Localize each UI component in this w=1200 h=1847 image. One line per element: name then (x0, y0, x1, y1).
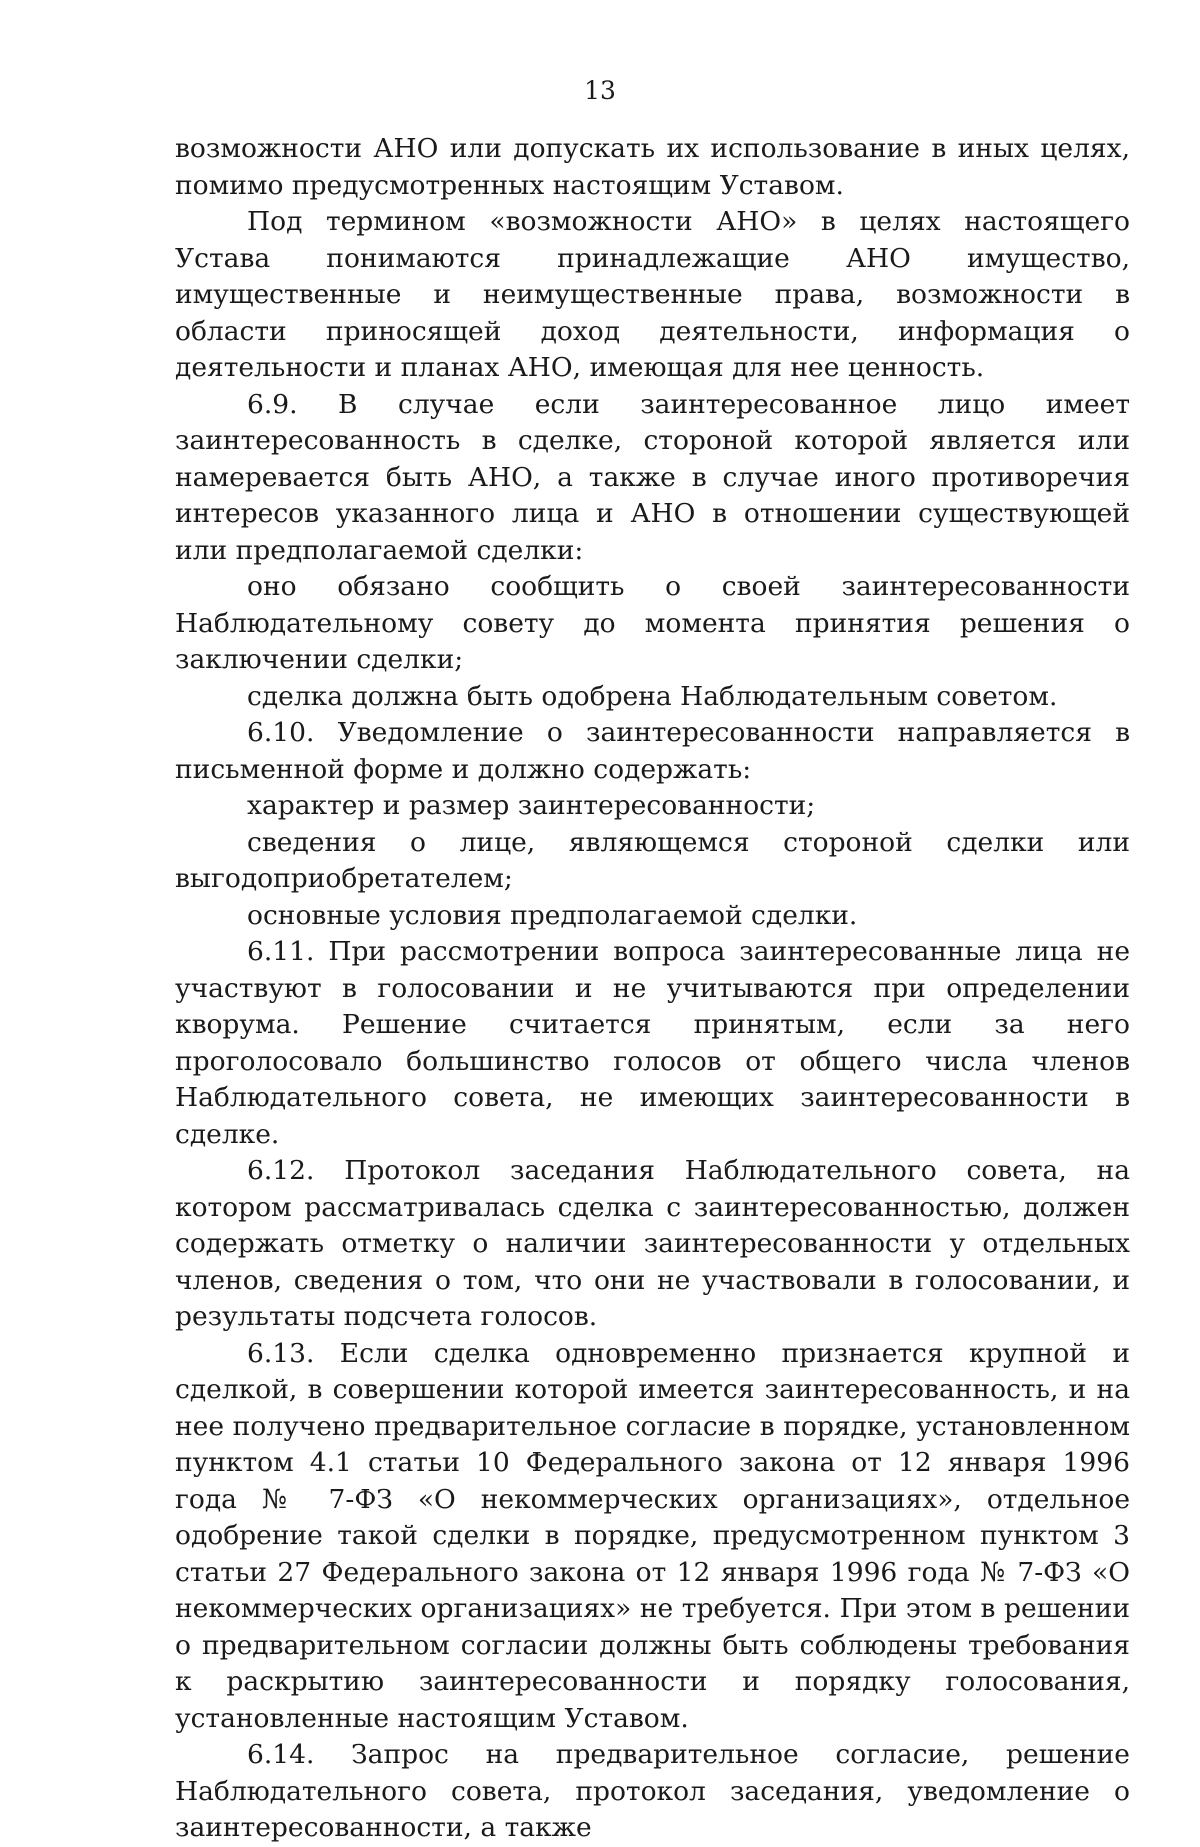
paragraph-6-13: 6.13. Если сделка одновременно признается крупной и сделкой, в совершении которой имеется заинтересованность, и на нее получено предварительное согласие в порядке, установленном пунктом 4.1 статьи 10 Федерального закона от 12 января 1996 года № 7-ФЗ «О некоммерческих организациях», отдельное одобрение такой сделки в порядке, предусмотренном пунктом 3 статьи 27 Федерального закона от 12 января 1996 года № 7-ФЗ «О некоммерческих организациях» не требуется. При этом в решении о предварительном согласии должны быть соблюдены требования к раскрытию заинтересованности и порядку голосования, установленные настоящим Уставом. (175, 1337, 1130, 1734)
paragraph-6-14: 6.14. Запрос на предварительное согласие, решение Наблюдательного совета, протокол заседания, уведомление о заинтересованности, а также (175, 1739, 1130, 1843)
page-number: 13 (584, 76, 616, 105)
paragraph-6-9-approval: сделка должна быть одобрена Наблюдательным советом. (247, 680, 1058, 712)
paragraph-6-9: 6.9. В случае если заинтересованное лицо имеет заинтересованность в сделке, стороной которой является или намеревается быть АНО, а также в случае иного противоречия интересов указанного лица и АНО в отношении существующей или предполагаемой сделки: (175, 388, 1130, 566)
paragraph-6-10: 6.10. Уведомление о заинтересованности направляется в письменной форме и должно содержать: (175, 717, 1130, 785)
paragraph-continuation: возможности АНО или допускать их использование в иных целях, помимо предусмотренных настоящим Уставом. (175, 133, 1130, 201)
paragraph-6-10-item-nature: характер и размер заинтересованности; (247, 790, 816, 821)
paragraph-6-11: 6.11. При рассмотрении вопроса заинтересованные лица не участвуют в голосовании и не учитываются при определении кворума. Решение считается принятым, если за него проголосовало большинство голосов от общего числа членов Наблюдательного совета, не имеющих заинтересованности в сделке. (175, 936, 1130, 1150)
paragraph-6-9-obligation-notify: оно обязано сообщить о своей заинтересованности Наблюдательному совету до момента принятия решения о заключении сделки; (175, 571, 1130, 675)
paragraph-6-10-item-party: сведения о лице, являющемся стороной сделки или выгодоприобретателем; (175, 826, 1130, 894)
document-body (175, 131, 1130, 1847)
paragraph-definition-ano-opportunities: Под термином «возможности АНО» в целях настоящего Устава понимаются принадлежащие АНО имущество, имущественные и неимущественные права, возможности в области приносящей доход деятельности, информация о деятельности и планах АНО, имеющая для нее ценность. (175, 206, 1130, 383)
paragraph-6-10-item-terms: основные условия предполагаемой сделки. (247, 899, 858, 931)
paragraph-6-12: 6.12. Протокол заседания Наблюдательного совета, на котором рассматривалась сделка с заинтересованностью, должен содержать отметку о наличии заинтересованности у отдельных членов, сведения о том, что они не участвовали в голосовании, и результаты подсчета голосов. (175, 1155, 1130, 1332)
